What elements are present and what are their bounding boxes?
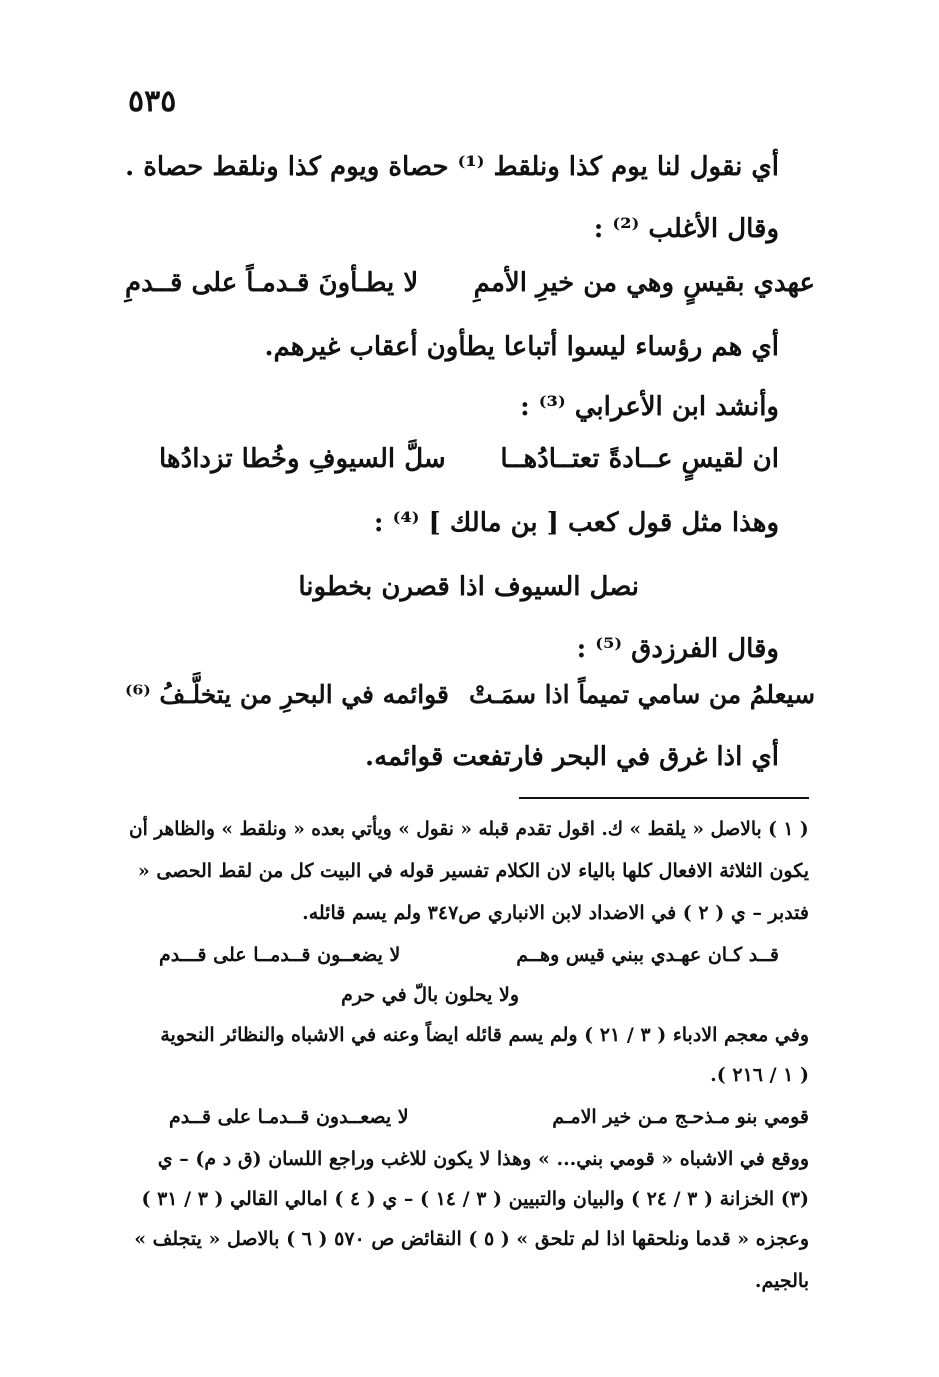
footnote-line-2: يكون الثلاثة الافعال كلها بالياء لان الكلام تفسير قوله في البيت كل من لقط الحصى «	[137, 860, 809, 882]
verse-2-second-hemistich: سلَّ السيوفِ وخُطا تزدادُها	[159, 444, 446, 474]
verse-1-second-hemistich: لا يطـأونَ قـدمـاً على قــدمِ	[125, 268, 419, 298]
verse-2-first-hemistich: ان لقيسٍ عــادةً تعتــادُهــا	[500, 444, 779, 474]
page-number: ٥٣٥	[128, 84, 177, 119]
verse-2	[159, 444, 779, 474]
footnote-verse-1-continuation: ولا يحلون بالّ في حرم	[341, 984, 519, 1006]
footnote-line-1: ( ١ ) بالاصل « يلقط » ك. اقول تقدم قبله « نقول » ويأتي بعده « ونلقط » والظاهر أن	[129, 818, 809, 840]
footnote-verse-2-second-hemistich: لا يصعــدون قــدمـا على قــدم	[169, 1106, 409, 1128]
footnote-line-5: ( ١ / ٢١٦ ).	[710, 1064, 809, 1086]
footnote-verse-2-first-hemistich: قومي بنو مـذحـج مـن خير الامـم	[552, 1106, 809, 1128]
body-line-3: أي هم رؤساء ليسوا أتباعا يطأون أعقاب غيرهم.	[264, 332, 779, 362]
footnote-line-7: (٣) الخزانة ( ٣ / ٢٤ ) والبيان والتبيين ( ٣ / ١٤ ) – ي ( ٤ ) امالي القالي ( ٣ / ٣١ )	[141, 1188, 809, 1210]
verse-1	[125, 268, 815, 298]
body-line-1: أي نقول لنا يوم كذا ونلقط ⁽¹⁾ حصاة ويوم كذا ونلقط حصاة .	[125, 152, 779, 182]
verse-3-first-hemistich: سيعلمُ من سامي تميماً اذا سمَـتْ	[468, 680, 815, 709]
footnote-verse-2	[169, 1106, 809, 1128]
verse-3-second-hemistich: قوائمه في البحرِ من يتخلَّـفُ ⁽⁶⁾	[125, 680, 449, 709]
body-line-2: وقال الأغلب ⁽²⁾ :	[593, 214, 779, 244]
footnote-line-3: فتدبر – ي ( ٢ ) في الاضداد لابن الانباري ص٣٤٧ ولم يسم قائله.	[302, 902, 809, 924]
footnote-divider	[519, 797, 809, 799]
footnote-verse-1	[159, 944, 779, 966]
footnote-line-6: ووقع في الاشباه « قومي بني... » وهذا لا يكون للاغب وراجع اللسان (ق د م) – ي	[157, 1148, 809, 1170]
footnote-verse-1-second-hemistich: لا يضعــون قــدمــا على قـــدم	[159, 944, 401, 966]
body-line-8: أي اذا غرق في البحر فارتفعت قوائمه.	[365, 742, 779, 772]
body-line-5: وهذا مثل قول كعب [ بن مالك ] ⁽⁴⁾ :	[373, 508, 779, 538]
body-line-7: وقال الفرزدق ⁽⁵⁾ :	[576, 634, 779, 664]
footnote-line-9: بالجيم.	[754, 1270, 809, 1292]
body-line-4: وأنشد ابن الأعرابي ⁽³⁾ :	[520, 392, 779, 422]
verse-3	[125, 680, 815, 709]
footnote-verse-1-first-hemistich: قــد كـان عهـدي ببني قيس وهــم	[516, 944, 779, 966]
verse-1-first-hemistich: عهدي بقيسٍ وهي من خيرِ الأممِ	[473, 268, 815, 298]
body-line-6: نصل السيوف اذا قصرن بخطونا	[298, 572, 639, 602]
footnote-line-4: وفي معجم الادباء ( ٣ / ٢١ ) ولم يسم قائله ايضاً وعنه في الاشباه والنظائر النحوية	[160, 1024, 809, 1046]
footnote-line-8: وعجزه « قدما ونلحقها اذا لم تلحق » ( ٥ ) النقائض ص ٥٧٠ ( ٦ ) بالاصل « يتجلف »	[134, 1228, 809, 1250]
